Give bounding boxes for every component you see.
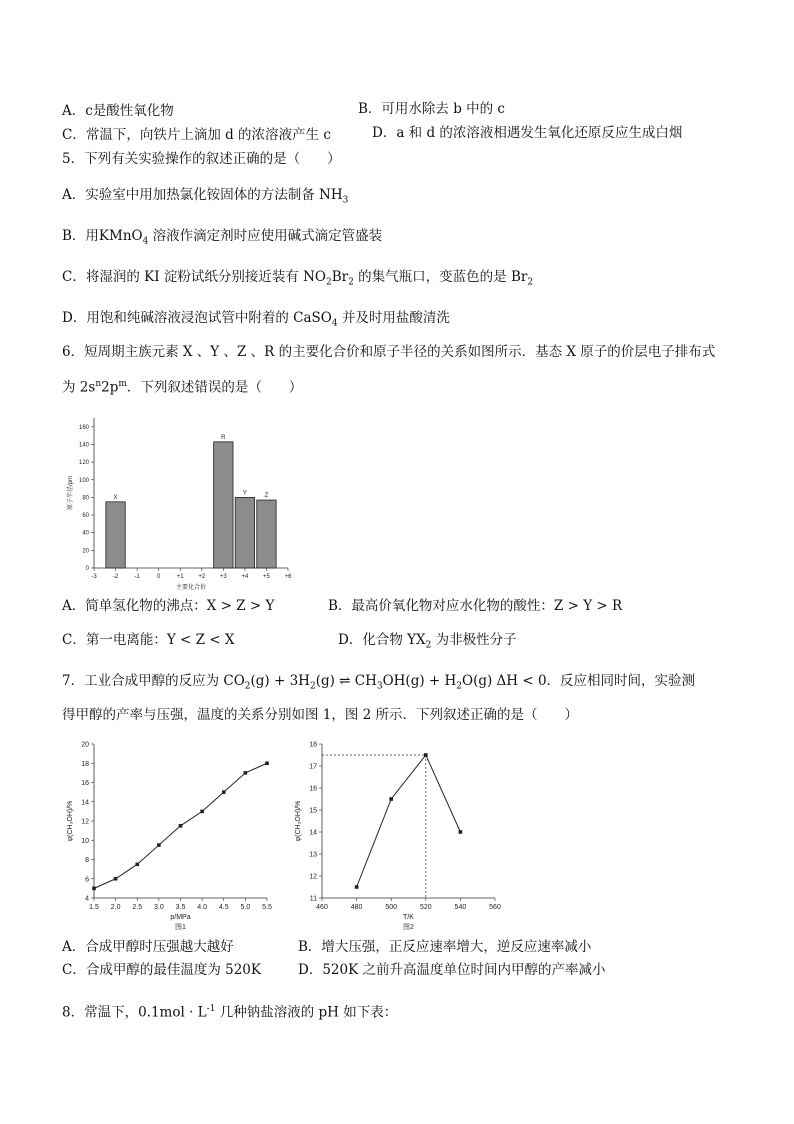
y-tick-label: 20: [81, 741, 89, 749]
data-point: [244, 771, 248, 775]
y-tick-label: 12: [309, 873, 317, 881]
x-tick-label: 2.0: [110, 904, 121, 911]
q7-stem-line1: 7．工业合成甲醇的反应为 $CO_2(g) + 3H_2(g)$ ⇌ $CH_3OH(g) + H_2O(g) \Delta H < 0$．反应相同时间，实验测: [62, 673, 696, 692]
y-tick-label: 60: [82, 513, 89, 520]
x-tick-label: +1: [176, 574, 184, 580]
bar-label-X: X: [113, 494, 118, 501]
x-tick-label: +4: [241, 574, 249, 580]
y-tick-label: 14: [309, 829, 317, 837]
bar-label-Y: Y: [242, 490, 247, 497]
y-tick-label: 14: [81, 799, 89, 807]
y-tick-label: 8: [85, 857, 89, 864]
data-point: [389, 797, 393, 801]
y-tick-label: 16: [81, 780, 89, 787]
bar-X: [106, 502, 125, 568]
series-line: [357, 755, 461, 887]
bar-Z: [257, 500, 276, 568]
x-tick-label: 540: [454, 904, 467, 911]
y-tick-label: 140: [78, 442, 89, 449]
data-point: [265, 761, 269, 765]
x-tick-label: 460: [316, 904, 328, 911]
y-tick-label: 12: [81, 818, 89, 826]
x-tick-label: 5.5: [262, 904, 272, 911]
q6-option-b: B．最高价氧化物对应水化物的酸性：Z > Y > R: [328, 598, 623, 614]
y-tick-label: 6: [85, 876, 89, 884]
data-point: [222, 790, 226, 794]
y-tick-label: 160: [78, 424, 89, 431]
x-tick-label: +2: [198, 574, 206, 580]
bar-Y: [235, 497, 254, 568]
y-tick-label: 16: [309, 785, 317, 793]
data-point: [157, 843, 161, 847]
figure-caption: 图2: [403, 924, 414, 931]
y-tick-label: 13: [309, 851, 317, 859]
figure1-pressure-chart: [62, 736, 282, 932]
q4-option-c: C．常温下，向铁片上滴加 d 的浓溶液产生 c: [62, 127, 331, 143]
y-tick-label: 18: [81, 760, 89, 768]
q5-stem: 5．下列有关实验操作的叙述正确的是（ ）: [62, 151, 341, 167]
x-tick-label: 500: [385, 904, 398, 911]
q7-option-b: B．增大压强，正反应速率增大，逆反应速率减小: [298, 939, 592, 955]
x-tick-label: -3: [91, 574, 97, 580]
q5-option-a: A．实验室中用加热氯化铵固体的方法制备 $NH_3$: [62, 187, 349, 206]
data-point: [424, 753, 428, 757]
q4-option-b: B．可用水除去 b 中的 c: [358, 101, 505, 117]
y-tick-label: 80: [82, 495, 89, 502]
atomic-radius-bar-chart: [58, 408, 298, 594]
y-axis-title: 原子半径/pm: [68, 475, 74, 511]
y-axis-title: φ(CH₃OH)/%: [67, 800, 74, 842]
y-axis-title: φ(CH₃OH)/%: [295, 800, 302, 842]
bar-label-Z: Z: [264, 493, 269, 500]
x-tick-label: 560: [489, 904, 501, 911]
q6-option-a: A．简单氢化物的沸点：X > Z > Y: [62, 598, 275, 614]
q5-option-b: B．用KMnO$_4$ 溶液作滴定剂时应使用碱式滴定管盛装: [62, 228, 383, 247]
q7-option-d: D．520K 之前升高温度单位时间内甲醇的产率减小: [298, 962, 606, 978]
x-tick-label: -2: [112, 574, 119, 580]
q5-option-d: D．用饱和纯碱溶液浸泡试管中附着的 CaSO$_4$ 并及时用盐酸清洗: [62, 310, 450, 329]
data-point: [135, 863, 139, 867]
x-tick-label: 480: [350, 904, 363, 911]
q7-option-a: A．合成甲醇时压强越大越好: [62, 939, 234, 955]
y-tick-label: 15: [309, 807, 317, 815]
x-tick-label: +6: [284, 574, 292, 580]
y-tick-label: 18: [309, 741, 317, 749]
x-tick-label: 0: [156, 574, 161, 580]
q6-stem-line2: 为 $2s^n2p^m$．下列叙述错误的是（ ）: [62, 379, 303, 396]
q6-option-d: D．化合物 $YX_2$ 为非极性分子: [338, 632, 517, 651]
x-tick-label: 3.5: [175, 904, 186, 911]
x-tick-label: 5.0: [240, 904, 251, 911]
q6-option-c: C．第一电离能：Y < Z < X: [62, 632, 235, 648]
data-point: [355, 885, 359, 889]
x-tick-label: 1.5: [89, 904, 99, 911]
y-tick-label: 120: [78, 460, 89, 467]
y-tick-label: 40: [82, 530, 89, 537]
y-tick-label: 0: [85, 566, 89, 572]
q7-stem-line2: 得甲醇的产率与压强，温度的关系分别如图 1，图 2 所示．下列叙述正确的是（ ）: [62, 707, 579, 723]
data-point: [459, 830, 463, 834]
q6-stem-line1: 6．短周期主族元素 X 、Y 、Z 、R 的主要化合价和原子半径的关系如图所示．基态 X 原子的价层电子排布式: [62, 344, 716, 360]
x-axis-title: 主要化合价: [175, 585, 207, 591]
x-tick-label: 4.0: [197, 904, 207, 911]
x-tick-label: 520: [419, 904, 432, 911]
y-tick-label: 4: [85, 895, 89, 903]
y-tick-label: 10: [81, 837, 89, 845]
bar-R: [214, 442, 233, 568]
x-axis-title: p/MPa: [170, 914, 191, 921]
x-tick-label: 2.5: [132, 904, 143, 911]
data-point: [92, 887, 96, 891]
q5-option-c: C．将湿润的 KI 淀粉试纸分别接近装有 $NO_2Br_2$ 的集气瓶口，变蓝色的是 $Br_2$: [62, 269, 534, 288]
y-tick-label: 17: [309, 763, 317, 771]
q4-option-a: A．c是酸性氧化物: [62, 103, 174, 119]
figure-caption: 图1: [175, 924, 186, 931]
data-point: [200, 810, 204, 814]
x-tick-label: +3: [219, 574, 227, 580]
x-tick-label: +5: [263, 574, 270, 580]
x-axis-title: T/K: [403, 914, 414, 921]
q8-stem: 8．常温下，$0.1mol \cdot L^{-1}$ 几种钠盐溶液的 pH 如下表：: [62, 1004, 398, 1021]
x-tick-label: -1: [134, 574, 140, 580]
data-point: [114, 877, 118, 881]
data-point: [179, 824, 183, 828]
y-tick-label: 20: [82, 548, 89, 555]
x-tick-label: 3.0: [154, 904, 164, 911]
figure2-temperature-chart: [290, 736, 510, 932]
q4-option-d: D．a 和 d 的浓溶液相遇发生氧化还原反应生成白烟: [372, 125, 683, 141]
bar-label-R: R: [221, 434, 226, 441]
x-tick-label: 4.5: [218, 904, 229, 911]
y-tick-label: 11: [309, 895, 317, 903]
y-tick-label: 100: [78, 477, 89, 484]
q7-option-c: C．合成甲醇的最佳温度为 520K: [62, 962, 261, 978]
